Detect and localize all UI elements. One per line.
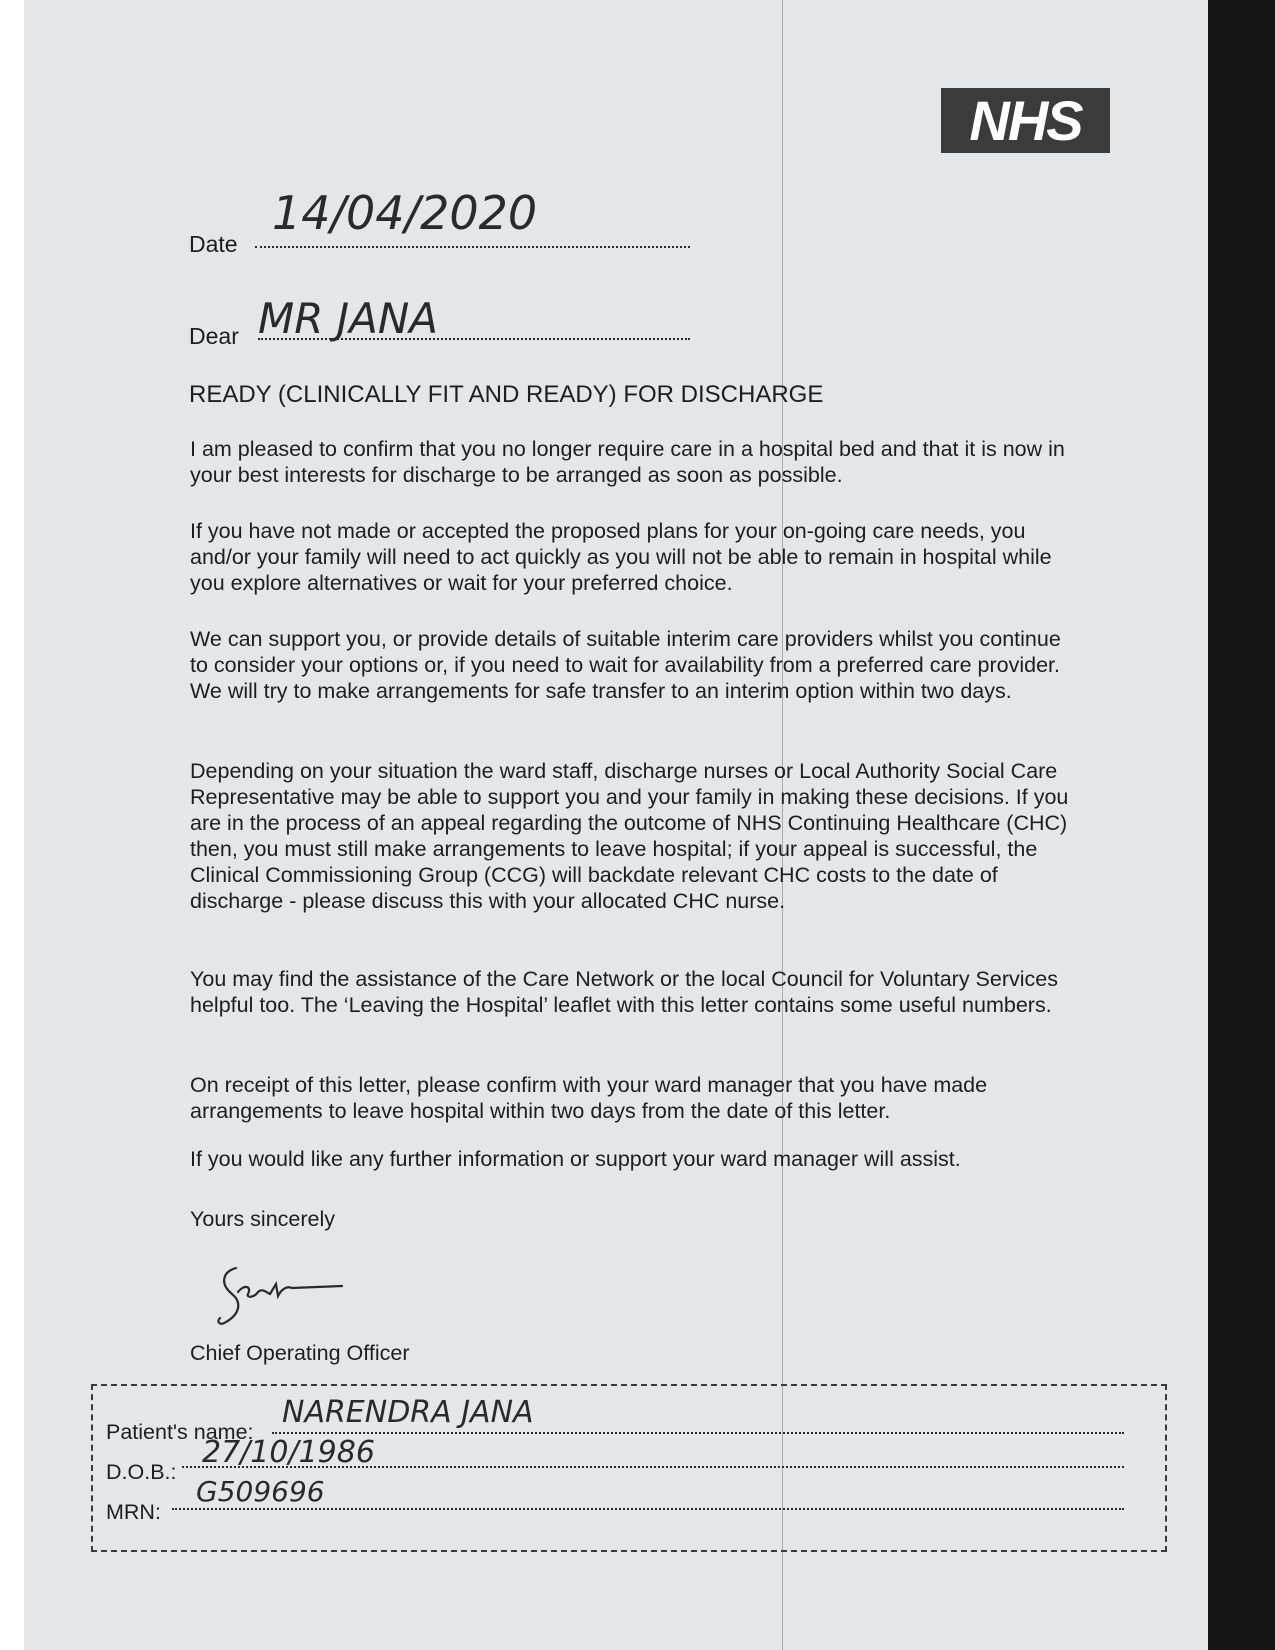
signature — [214, 1262, 354, 1332]
nhs-logo — [941, 88, 1110, 153]
paragraph-7: If you would like any further information or support your ward manager will assist. — [190, 1147, 961, 1171]
nhs-logo-text: NHS — [969, 88, 1082, 152]
mrn-label: MRN: — [106, 1500, 161, 1524]
patient-name-label: Patient's name: — [106, 1420, 254, 1444]
date-dotted-line — [255, 246, 690, 248]
mrn-dotted-line — [172, 1508, 1124, 1510]
scan-edge — [1208, 0, 1275, 1650]
paragraph-3: We can support you, or provide details of suitable interim care providers whilst you continue to consider your options or, if you need to wait for availability from a preferred care provider. We will try to make arrangements for safe transfer to an interim option within two days. — [190, 627, 1061, 703]
date-value: 14/04/2020 — [272, 186, 538, 240]
salutation-label: Dear — [189, 323, 239, 349]
dob-label: D.O.B.: — [106, 1460, 177, 1484]
dob-value: 27/10/1986 — [202, 1435, 375, 1470]
patient-name-dotted-line — [272, 1432, 1124, 1434]
paragraph-5: You may find the assistance of the Care Network or the local Council for Voluntary Services helpful too. The ‘Leaving the Hospital’ leaflet with this letter contains some useful numbers. — [190, 967, 1058, 1017]
patient-name-value: NARENDRA JANA — [282, 1395, 534, 1430]
paragraph-4: Depending on your situation the ward staff, discharge nurses or Local Authority Social Care Representative may be able to support you and your family in making these decisions. If you are in the process of an appeal regarding the outcome of NHS Continuing Healthcare (CHC) then, you must still make arrangements to leave hospital; if your appeal is successful, the Clinical Commissioning Group (CCG) will backdate relevant CHC costs to the date of discharge - please discuss this with your allocated CHC nurse. — [190, 759, 1069, 913]
signatory-title: Chief Operating Officer — [190, 1341, 410, 1365]
salutation-value: MR JANA — [258, 294, 439, 343]
paragraph-6: On receipt of this letter, please confirm with your ward manager that you have made arrangements to leave hospital within two days from the date of this letter. — [190, 1073, 988, 1123]
paragraph-2: If you have not made or accepted the proposed plans for your on-going care needs, you and/or your family will need to act quickly as you will not be able to remain in hospital while you explore alternatives or wait for your preferred choice. — [190, 519, 1052, 595]
closing: Yours sincerely — [190, 1207, 335, 1231]
date-label: Date — [189, 231, 238, 257]
paragraph-1: I am pleased to confirm that you no longer require care in a hospital bed and that it is now in your best interests for discharge to be arranged as soon as possible. — [190, 437, 1065, 487]
letter-heading: READY (CLINICALLY FIT AND READY) FOR DISCHARGE — [189, 381, 824, 408]
mrn-value: G509696 — [196, 1475, 325, 1508]
